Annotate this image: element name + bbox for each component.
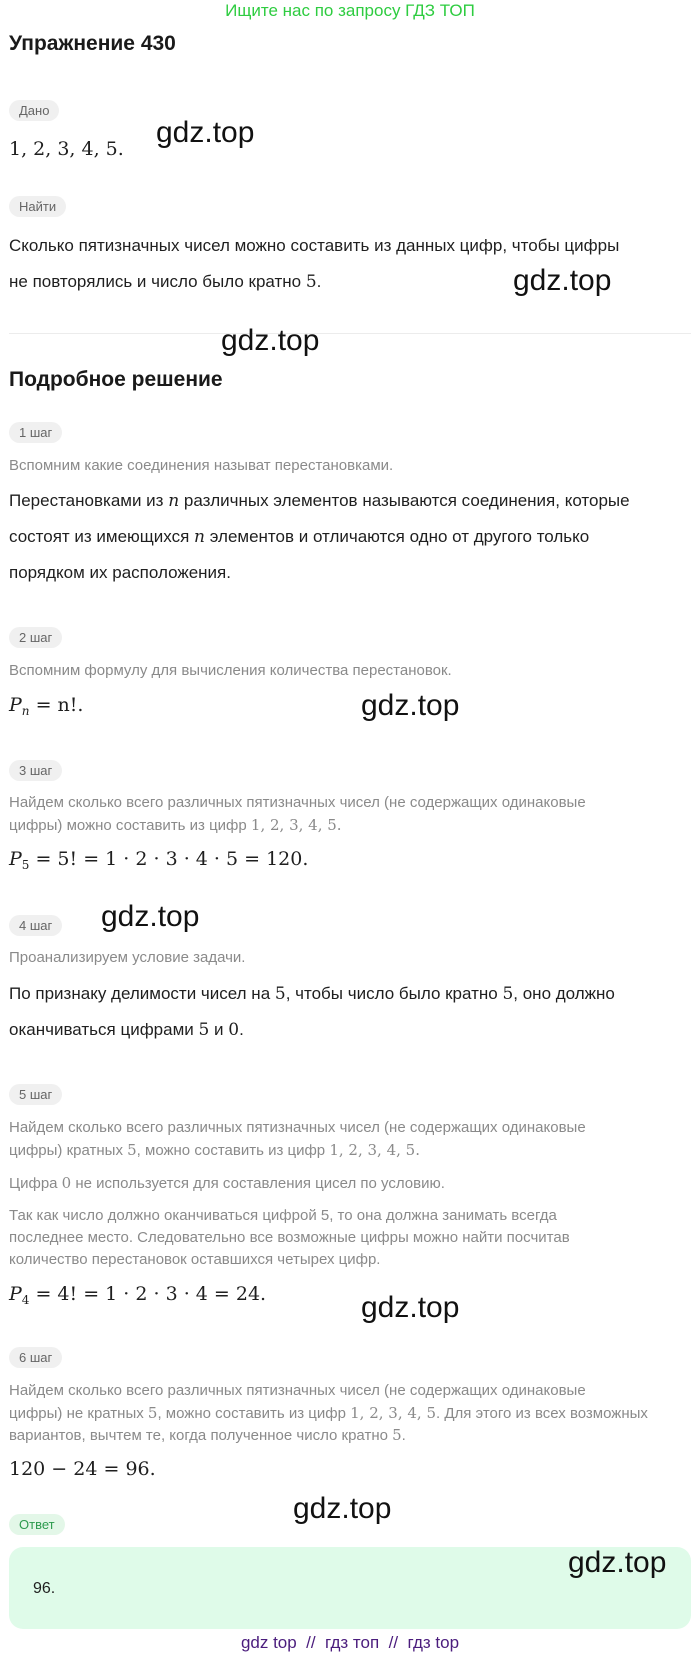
step-5-badge: 5 шаг [9, 1084, 62, 1105]
step-2-formula: $P_n = n$!. [9, 694, 84, 718]
step-6-hint-line3: вариантов, вычтем те, когда полученное число кратно 5. [9, 1426, 406, 1444]
step-1-line3: порядком их расположения. [9, 563, 231, 582]
step-5-formula: $P_4 = 4$! = 1 · 2 · 3 · 4 = 24. [9, 1283, 267, 1307]
watermark: gdz.top [293, 1492, 392, 1525]
divider [9, 333, 691, 334]
answer-value: 96. [33, 1580, 56, 1597]
step-5-hint-line2: цифры) кратных 5, можно составить из цифр 1, 2, 3, 4, 5. [9, 1141, 420, 1159]
watermark: gdz.top [101, 900, 200, 933]
given-badge: Дано [9, 100, 59, 121]
given-values: 1, 2, 3, 4, 5. [9, 138, 124, 160]
step-2-badge: 2 шаг [9, 627, 62, 648]
step-6-hint-line2: цифры) не кратных 5, можно составить из цифр 1, 2, 3, 4, 5. Для этого из всех возможных [9, 1404, 648, 1422]
step-3-formula: $P_5 = 5$! = 1 · 2 · 3 · 4 · 5 = 120. [9, 848, 309, 872]
step-4-line1: По признаку делимости чисел на 5, чтобы число было кратно 5, оно должно [9, 984, 615, 1004]
watermark: gdz.top [361, 689, 460, 722]
footer-links[interactable]: gdz top // гдз топ // гдз top [240, 1633, 460, 1652]
step-5-paragraph-3-line2: последнее место. Следовательно все возможные цифры можно найти посчитав [9, 1229, 570, 1246]
step-3-badge: 3 шаг [9, 760, 62, 781]
watermark: gdz.top [361, 1291, 460, 1324]
watermark: gdz.top [221, 324, 320, 357]
step-1-badge: 1 шаг [9, 422, 62, 443]
find-text-line1: Сколько пятизначных чисел можно составить из данных цифр, чтобы цифры [9, 236, 620, 255]
step-5-paragraph-3-line3: количество перестановок оставшихся четырех цифр. [9, 1251, 381, 1268]
step-5-paragraph-2: Цифра 0 не используется для составления цисел по условию. [9, 1174, 445, 1192]
watermark: gdz.top [513, 264, 612, 297]
step-4-line2: оканчиваться цифрами 5 и 0. [9, 1020, 244, 1040]
step-5-paragraph-3-line1: Так как число должно оканчиваться цифрой 5, то она должна занимать всегда [9, 1207, 557, 1224]
promo-banner[interactable]: Ищите нас по запросу ГДЗ ТОП [225, 1, 475, 20]
watermark: gdz.top [156, 116, 255, 149]
find-text-line2: не повторялись и число было кратно 5. [9, 272, 322, 292]
step-6-badge: 6 шаг [9, 1347, 62, 1368]
solution-heading: Подробное решение [9, 368, 223, 391]
step-6-formula: 120 − 24 = 96. [9, 1458, 156, 1480]
step-3-hint-line1: Найдем сколько всего различных пятизначных чисел (не содержащих одинаковые [9, 794, 586, 811]
step-3-hint-line2: цифры) можно составить из цифр 1, 2, 3, 4, 5. [9, 816, 342, 834]
find-badge: Найти [9, 196, 66, 217]
step-1-hint: Вспомним какие соединения называт перестановками. [9, 457, 394, 474]
step-5-hint-line1: Найдем сколько всего различных пятизначных чисел (не содержащих одинаковые [9, 1119, 586, 1136]
step-4-badge: 4 шаг [9, 915, 62, 936]
answer-badge: Ответ [9, 1514, 65, 1535]
watermark: gdz.top [568, 1546, 667, 1579]
step-1-line1: Перестановками из n различных элементов называются соединения, которые [9, 491, 630, 511]
page-title: Упражнение 430 [9, 32, 176, 55]
step-1-line2: состоят из имеющихся n элементов и отличаются одно от другого только [9, 527, 590, 547]
step-2-hint: Вспомним формулу для вычисления количества перестановок. [9, 662, 452, 679]
step-4-hint: Проанализируем условие задачи. [9, 949, 246, 966]
step-6-hint-line1: Найдем сколько всего различных пятизначных чисел (не содержащих одинаковые [9, 1382, 586, 1399]
